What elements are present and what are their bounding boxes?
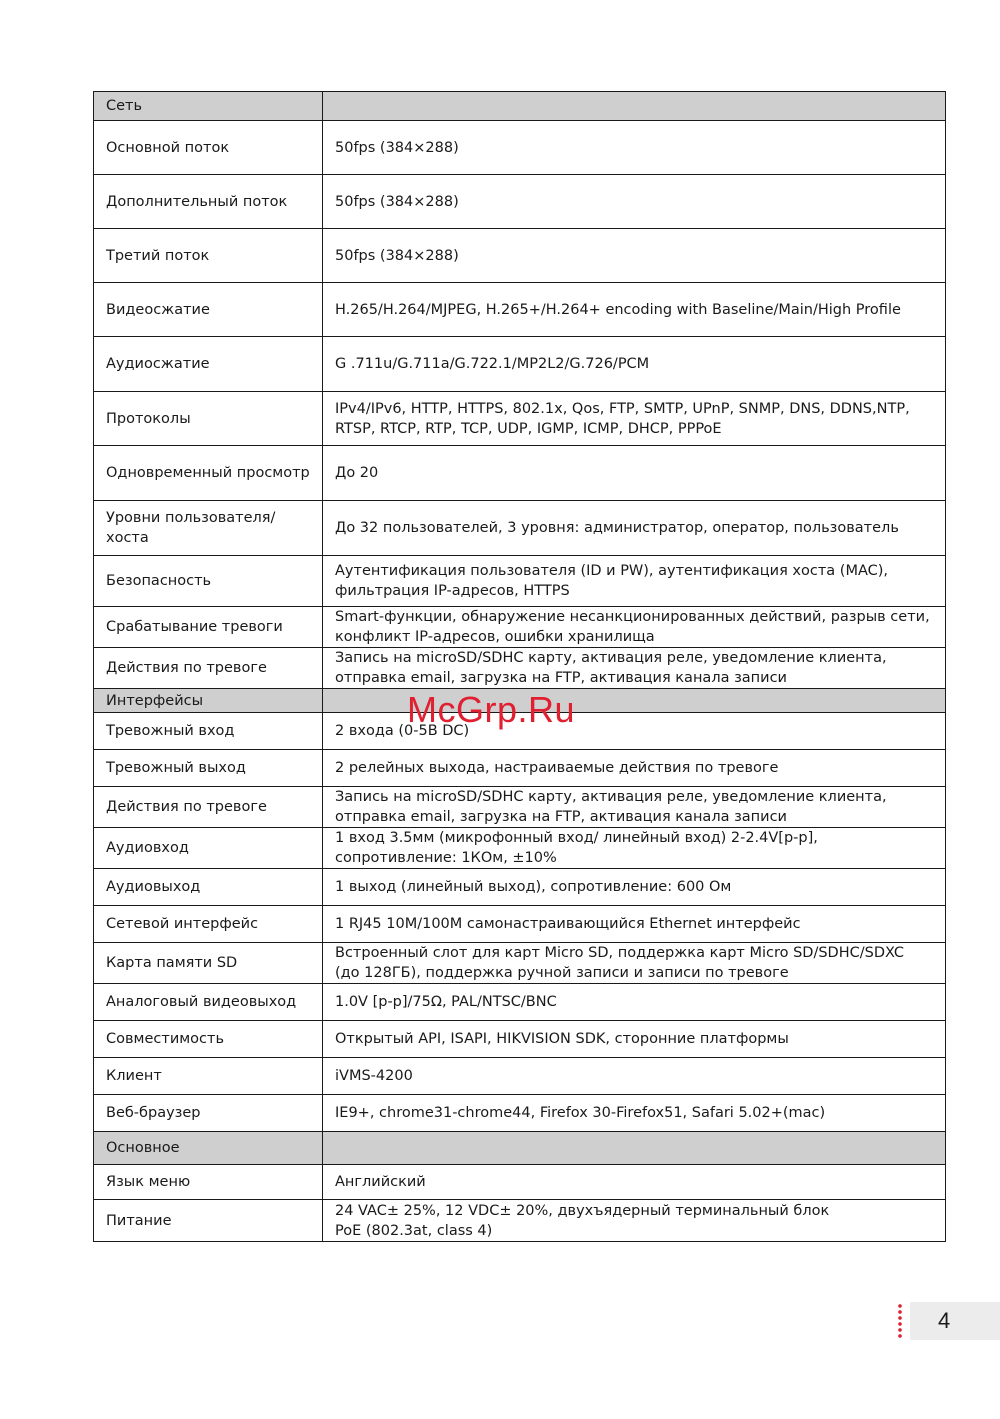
table-row [94, 648, 946, 689]
spec-label: Уровни пользователя/хоста [94, 501, 323, 556]
spec-value: 1 вход 3.5мм (микрофонный вход/ линейный вход) 2-2.4V[p-p], сопротивление: 1КОм, ±10% [323, 828, 946, 869]
table-row [94, 943, 946, 984]
spec-value: До 32 пользователей, 3 уровня: администратор, оператор, пользователь [323, 501, 946, 556]
spec-label: Аудиовыход [94, 869, 323, 906]
spec-value: G .711u/G.711a/G.722.1/MP2L2/G.726/PCM [323, 337, 946, 392]
section-title: Основное [94, 1132, 323, 1165]
spec-label: Совместимость [94, 1021, 323, 1058]
spec-label: Тревожный выход [94, 750, 323, 787]
spec-label: Срабатывание тревоги [94, 607, 323, 648]
spec-value: IPv4/IPv6, HTTP, HTTPS, 802.1x, Qos, FTP, SMTP, UPnP, SNMP, DNS, DDNS,NTP, RTSP, RTCP, RTP, TCP, UDP, IGMP, ICMP, DHCP, PPPoE [323, 392, 946, 446]
table-row [94, 906, 946, 943]
spec-label: Основной поток [94, 121, 323, 175]
spec-label: Тревожный вход [94, 713, 323, 750]
spec-value: 1 выход (линейный выход), сопротивление: 600 Ом [323, 869, 946, 906]
spec-value: 50fps (384×288) [323, 175, 946, 229]
spec-label: Действия по тревоге [94, 787, 323, 828]
spec-value: 2 входа (0-5В DC) [323, 713, 946, 750]
spec-label: Третий поток [94, 229, 323, 283]
spec-value: 2 релейных выхода, настраиваемые действия по тревоге [323, 750, 946, 787]
table-row [94, 869, 946, 906]
table-row [94, 1058, 946, 1095]
spec-value: IE9+, chrome31-chrome44, Firefox 30-Firefox51, Safari 5.02+(mac) [323, 1095, 946, 1132]
section-title: Интерфейсы [94, 689, 323, 713]
spec-value: 1 RJ45 10M/100M самонастраивающийся Ethernet интерфейс [323, 906, 946, 943]
spec-value: Открытый API, ISAPI, HIKVISION SDK, сторонние платформы [323, 1021, 946, 1058]
spec-label: Карта памяти SD [94, 943, 323, 984]
section-header-empty-cell [323, 92, 946, 121]
table-row [94, 750, 946, 787]
page-marker-dots [898, 1303, 902, 1339]
spec-label: Безопасность [94, 556, 323, 607]
spec-label: Веб-браузер [94, 1095, 323, 1132]
spec-value: Запись на microSD/SDHC карту, активация реле, уведомление клиента, отправка email, загрузка на FTP, активация канала записи [323, 787, 946, 828]
table-row [94, 229, 946, 283]
table-row [94, 337, 946, 392]
table-row [94, 501, 946, 556]
table-row [94, 121, 946, 175]
section-title: Сеть [94, 92, 323, 121]
spec-label: Питание [94, 1200, 323, 1242]
table-row [94, 392, 946, 446]
spec-value: Запись на microSD/SDHC карту, активация реле, уведомление клиента, отправка email, загрузка на FTP, активация канала записи [323, 648, 946, 689]
spec-label: Действия по тревоге [94, 648, 323, 689]
spec-value: До 20 [323, 446, 946, 501]
table-row [94, 1021, 946, 1058]
table-row [94, 1095, 946, 1132]
spec-table [93, 91, 946, 1242]
spec-value: Smart-функции, обнаружение несанкционированных действий, разрыв сети, конфликт IP-адресов, ошибки хранилища [323, 607, 946, 648]
spec-label: Аудиовход [94, 828, 323, 869]
table-row [94, 828, 946, 869]
spec-value: iVMS-4200 [323, 1058, 946, 1095]
section-header-row [94, 1132, 946, 1165]
spec-label: Сетевой интерфейс [94, 906, 323, 943]
spec-value: H.265/H.264/MJPEG, H.265+/H.264+ encoding with Baseline/Main/High Profile [323, 283, 946, 337]
spec-value: 50fps (384×288) [323, 121, 946, 175]
table-row [94, 1165, 946, 1200]
section-header-row [94, 92, 946, 121]
table-row [94, 175, 946, 229]
spec-label: Язык меню [94, 1165, 323, 1200]
table-row [94, 556, 946, 607]
table-row [94, 787, 946, 828]
section-header-empty-cell [323, 1132, 946, 1165]
table-row [94, 984, 946, 1021]
spec-value: 1.0V [p-p]/75Ω, PAL/NTSC/BNC [323, 984, 946, 1021]
spec-value: 50fps (384×288) [323, 229, 946, 283]
spec-label: Аудиосжатие [94, 337, 323, 392]
page-number-box [910, 1302, 1000, 1340]
table-row [94, 283, 946, 337]
watermark-text: McGrp.Ru [407, 689, 576, 730]
page-number: 4 [938, 1308, 951, 1333]
spec-label: Клиент [94, 1058, 323, 1095]
spec-value: Встроенный слот для карт Micro SD, поддержка карт Micro SD/SDHC/SDXC (до 128ГБ), поддержка ручной записи и записи по тревоге [323, 943, 946, 984]
spec-value: Английский [323, 1165, 946, 1200]
spec-label: Аналоговый видеовыход [94, 984, 323, 1021]
spec-label: Дополнительный поток [94, 175, 323, 229]
spec-value: 24 VAC± 25%, 12 VDC± 20%, двухъядерный терминальный блок PoE (802.3at, class 4) [323, 1200, 946, 1242]
spec-label: Одновременный просмотр [94, 446, 323, 501]
table-row [94, 446, 946, 501]
spec-label: Видеосжатие [94, 283, 323, 337]
spec-value: Аутентификация пользователя (ID и PW), аутентификация хоста (MAC), фильтрация IP-адресов, HTTPS [323, 556, 946, 607]
table-row [94, 607, 946, 648]
table-row [94, 1200, 946, 1242]
spec-label: Протоколы [94, 392, 323, 446]
